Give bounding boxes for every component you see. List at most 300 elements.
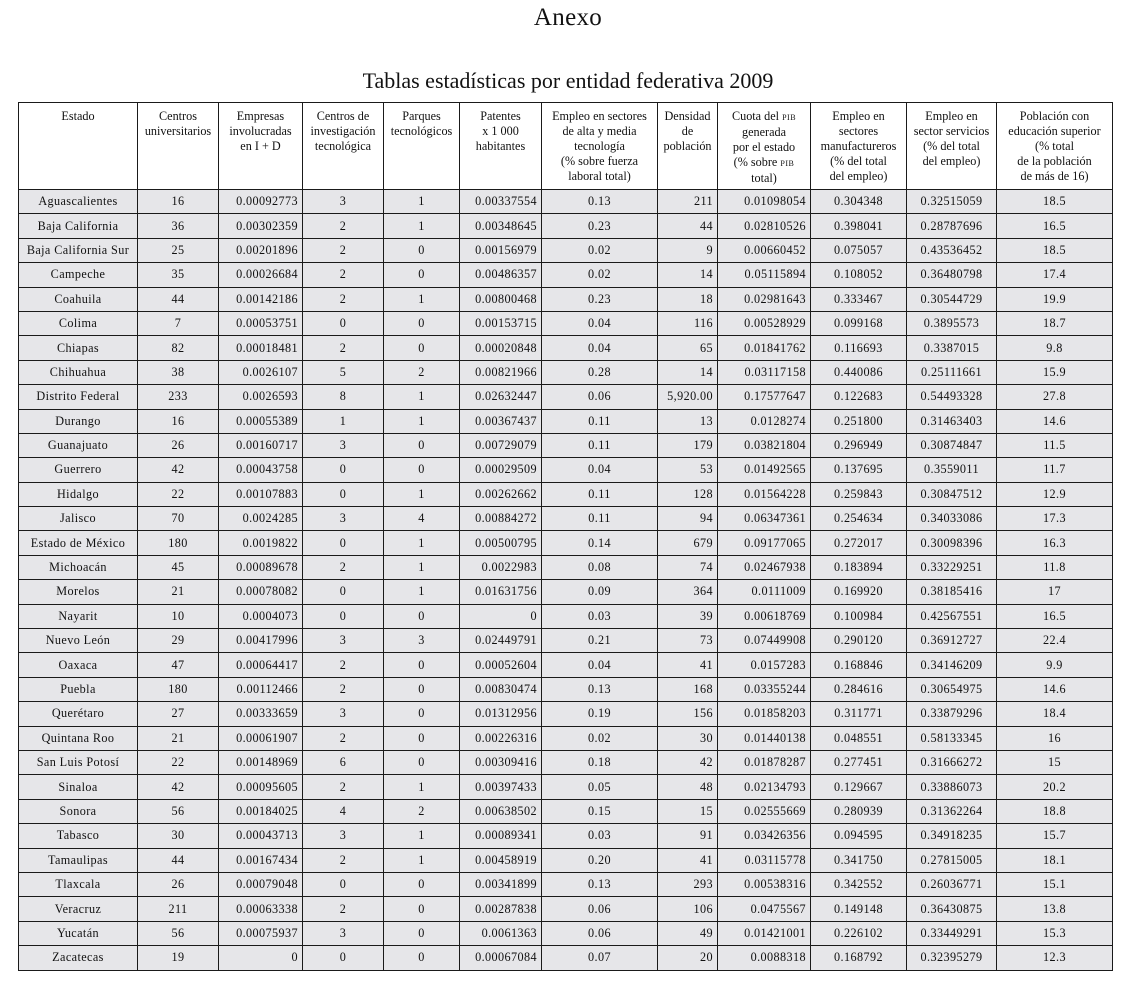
cell-cuota-pib: 0.02467938 <box>718 555 811 579</box>
state-name-cell: Nuevo León <box>19 629 138 653</box>
cell-patentes: 0.00800468 <box>460 287 542 311</box>
cell-densidad-poblacion: 14 <box>658 360 718 384</box>
state-name-cell: Tabasco <box>19 824 138 848</box>
state-name-cell: Chiapas <box>19 336 138 360</box>
cell-empleo-alta-tecnologia: 0.18 <box>542 750 658 774</box>
state-name-cell: Nayarit <box>19 604 138 628</box>
cell-empleo-alta-tecnologia: 0.11 <box>542 482 658 506</box>
cell-densidad-poblacion: 5,920.00 <box>658 385 718 409</box>
cell-empleo-alta-tecnologia: 0.13 <box>542 677 658 701</box>
cell-parques-tecnologicos: 0 <box>384 311 460 335</box>
cell-parques-tecnologicos: 1 <box>384 580 460 604</box>
cell-patentes: 0.00348645 <box>460 214 542 238</box>
cell-centros-universitarios: 42 <box>138 775 219 799</box>
cell-densidad-poblacion: 364 <box>658 580 718 604</box>
cell-patentes: 0.00052604 <box>460 653 542 677</box>
cell-centros-investigacion: 2 <box>303 555 384 579</box>
cell-patentes: 0.00638502 <box>460 799 542 823</box>
table-title: Tablas estadísticas por entidad federativa 2009 <box>362 68 774 93</box>
cell-empresas-id: 0.00201896 <box>219 238 303 262</box>
cell-empresas-id: 0.00107883 <box>219 482 303 506</box>
cell-patentes: 0.00067084 <box>460 946 542 970</box>
table-row <box>19 750 1113 774</box>
cell-densidad-poblacion: 48 <box>658 775 718 799</box>
cell-centros-universitarios: 36 <box>138 214 219 238</box>
column-header-empleo-manufacturero <box>811 103 907 190</box>
cell-densidad-poblacion: 179 <box>658 433 718 457</box>
cell-patentes: 0.00262662 <box>460 482 542 506</box>
cell-parques-tecnologicos: 0 <box>384 458 460 482</box>
cell-empresas-id: 0.00095605 <box>219 775 303 799</box>
cell-parques-tecnologicos: 1 <box>384 214 460 238</box>
cell-patentes: 0.00156979 <box>460 238 542 262</box>
cell-empresas-id: 0.00089678 <box>219 555 303 579</box>
cell-centros-universitarios: 16 <box>138 190 219 214</box>
cell-parques-tecnologicos: 0 <box>384 946 460 970</box>
cell-parques-tecnologicos: 0 <box>384 897 460 921</box>
state-name-cell: Coahuila <box>19 287 138 311</box>
cell-empleo-alta-tecnologia: 0.19 <box>542 702 658 726</box>
column-header-line: (% sobre PIB <box>733 155 795 169</box>
cell-centros-universitarios: 7 <box>138 311 219 335</box>
cell-parques-tecnologicos: 1 <box>384 385 460 409</box>
cell-poblacion-educacion-superior: 14.6 <box>997 409 1113 433</box>
cell-empresas-id: 0.00184025 <box>219 799 303 823</box>
cell-empleo-manufacturero: 0.342552 <box>811 872 907 896</box>
table-row <box>19 921 1113 945</box>
cell-empleo-alta-tecnologia: 0.14 <box>542 531 658 555</box>
cell-empleo-servicios: 0.43536452 <box>907 238 997 262</box>
cell-patentes: 0.0061363 <box>460 921 542 945</box>
cell-poblacion-educacion-superior: 16.3 <box>997 531 1113 555</box>
cell-cuota-pib: 0.17577647 <box>718 385 811 409</box>
cell-empresas-id: 0.00142186 <box>219 287 303 311</box>
table-row <box>19 629 1113 653</box>
cell-patentes: 0.02449791 <box>460 629 542 653</box>
cell-parques-tecnologicos: 2 <box>384 360 460 384</box>
cell-empresas-id: 0.00302359 <box>219 214 303 238</box>
cell-cuota-pib: 0.00538316 <box>718 872 811 896</box>
cell-poblacion-educacion-superior: 16.5 <box>997 214 1113 238</box>
state-name-cell: Durango <box>19 409 138 433</box>
cell-patentes: 0.00821966 <box>460 360 542 384</box>
cell-parques-tecnologicos: 1 <box>384 482 460 506</box>
state-name-cell: Campeche <box>19 263 138 287</box>
cell-empleo-alta-tecnologia: 0.07 <box>542 946 658 970</box>
cell-empleo-servicios: 0.54493328 <box>907 385 997 409</box>
cell-empleo-alta-tecnologia: 0.02 <box>542 263 658 287</box>
cell-centros-investigacion: 1 <box>303 409 384 433</box>
cell-centros-investigacion: 3 <box>303 702 384 726</box>
column-header-empleo-alta-tecnologia <box>542 103 658 190</box>
cell-empresas-id: 0 <box>219 946 303 970</box>
state-name-cell: Querétaro <box>19 702 138 726</box>
cell-densidad-poblacion: 73 <box>658 629 718 653</box>
cell-densidad-poblacion: 94 <box>658 507 718 531</box>
cell-empresas-id: 0.00026684 <box>219 263 303 287</box>
cell-centros-universitarios: 30 <box>138 824 219 848</box>
column-header-line: total) <box>751 171 777 185</box>
table-row <box>19 824 1113 848</box>
column-header-parques-tecnologicos <box>384 103 460 190</box>
state-name-cell: Baja California <box>19 214 138 238</box>
column-header-line: Población con <box>1019 109 1090 123</box>
cell-centros-investigacion: 3 <box>303 824 384 848</box>
cell-empleo-manufacturero: 0.168792 <box>811 946 907 970</box>
cell-empleo-manufacturero: 0.398041 <box>811 214 907 238</box>
cell-empleo-servicios: 0.34033086 <box>907 507 997 531</box>
cell-parques-tecnologicos: 0 <box>384 921 460 945</box>
cell-parques-tecnologicos: 1 <box>384 409 460 433</box>
table-row <box>19 336 1113 360</box>
cell-empleo-servicios: 0.3895573 <box>907 311 997 335</box>
cell-patentes: 0.00337554 <box>460 190 542 214</box>
cell-densidad-poblacion: 44 <box>658 214 718 238</box>
column-header-line: del empleo) <box>829 169 888 183</box>
cell-centros-investigacion: 0 <box>303 580 384 604</box>
cell-empleo-manufacturero: 0.094595 <box>811 824 907 848</box>
cell-poblacion-educacion-superior: 27.8 <box>997 385 1113 409</box>
table-row <box>19 531 1113 555</box>
cell-centros-investigacion: 3 <box>303 190 384 214</box>
cell-patentes: 0.00020848 <box>460 336 542 360</box>
state-name-cell: Michoacán <box>19 555 138 579</box>
cell-centros-investigacion: 0 <box>303 311 384 335</box>
cell-patentes: 0.00884272 <box>460 507 542 531</box>
column-header-line: Densidad <box>664 109 711 123</box>
cell-empleo-manufacturero: 0.137695 <box>811 458 907 482</box>
cell-empresas-id: 0.00055389 <box>219 409 303 433</box>
table-row <box>19 482 1113 506</box>
state-name-cell: Quintana Roo <box>19 726 138 750</box>
cell-empleo-manufacturero: 0.284616 <box>811 677 907 701</box>
table-row <box>19 604 1113 628</box>
cell-empleo-manufacturero: 0.122683 <box>811 385 907 409</box>
cell-empleo-manufacturero: 0.440086 <box>811 360 907 384</box>
cell-centros-investigacion: 3 <box>303 507 384 531</box>
cell-densidad-poblacion: 53 <box>658 458 718 482</box>
cell-empleo-alta-tecnologia: 0.04 <box>542 311 658 335</box>
cell-empleo-alta-tecnologia: 0.09 <box>542 580 658 604</box>
cell-poblacion-educacion-superior: 9.9 <box>997 653 1113 677</box>
state-name-cell: Morelos <box>19 580 138 604</box>
column-header-line: Empleo en <box>832 109 885 123</box>
cell-densidad-poblacion: 679 <box>658 531 718 555</box>
cell-parques-tecnologicos: 0 <box>384 750 460 774</box>
cell-empresas-id: 0.00061907 <box>219 726 303 750</box>
column-header-cuota-pib <box>718 103 811 190</box>
cell-empresas-id: 0.00333659 <box>219 702 303 726</box>
cell-centros-universitarios: 180 <box>138 531 219 555</box>
cell-cuota-pib: 0.03355244 <box>718 677 811 701</box>
column-header-line: de la población <box>1017 154 1092 168</box>
cell-empleo-manufacturero: 0.099168 <box>811 311 907 335</box>
pib-abbr: PIB <box>782 113 797 122</box>
cell-empleo-manufacturero: 0.333467 <box>811 287 907 311</box>
cell-parques-tecnologicos: 0 <box>384 263 460 287</box>
cell-empleo-servicios: 0.33879296 <box>907 702 997 726</box>
cell-poblacion-educacion-superior: 17.4 <box>997 263 1113 287</box>
cell-empresas-id: 0.00079048 <box>219 872 303 896</box>
column-header-densidad-poblacion <box>658 103 718 190</box>
table-row <box>19 555 1113 579</box>
cell-parques-tecnologicos: 0 <box>384 677 460 701</box>
cell-centros-universitarios: 38 <box>138 360 219 384</box>
cell-cuota-pib: 0.01440138 <box>718 726 811 750</box>
cell-empleo-alta-tecnologia: 0.11 <box>542 507 658 531</box>
cell-empleo-servicios: 0.3387015 <box>907 336 997 360</box>
cell-empleo-servicios: 0.33886073 <box>907 775 997 799</box>
cell-densidad-poblacion: 156 <box>658 702 718 726</box>
table-row <box>19 214 1113 238</box>
state-name-cell: Distrito Federal <box>19 385 138 409</box>
cell-centros-investigacion: 2 <box>303 653 384 677</box>
table-row <box>19 409 1113 433</box>
cell-centros-investigacion: 2 <box>303 238 384 262</box>
cell-densidad-poblacion: 30 <box>658 726 718 750</box>
cell-densidad-poblacion: 41 <box>658 653 718 677</box>
cell-centros-investigacion: 0 <box>303 458 384 482</box>
column-header-line: población <box>663 139 712 153</box>
cell-empleo-manufacturero: 0.100984 <box>811 604 907 628</box>
state-name-cell: Zacatecas <box>19 946 138 970</box>
cell-cuota-pib: 0.01564228 <box>718 482 811 506</box>
cell-centros-investigacion: 5 <box>303 360 384 384</box>
column-header-line: tecnológicos <box>390 124 453 138</box>
cell-centros-investigacion: 3 <box>303 921 384 945</box>
cell-poblacion-educacion-superior: 13.8 <box>997 897 1113 921</box>
cell-empleo-servicios: 0.33449291 <box>907 921 997 945</box>
cell-densidad-poblacion: 14 <box>658 263 718 287</box>
cell-cuota-pib: 0.07449908 <box>718 629 811 653</box>
cell-empleo-manufacturero: 0.226102 <box>811 921 907 945</box>
cell-cuota-pib: 0.01878287 <box>718 750 811 774</box>
cell-empleo-alta-tecnologia: 0.04 <box>542 458 658 482</box>
state-name-cell: Estado de México <box>19 531 138 555</box>
cell-poblacion-educacion-superior: 18.5 <box>997 238 1113 262</box>
cell-centros-investigacion: 0 <box>303 872 384 896</box>
column-header-centros-investigacion <box>303 103 384 190</box>
column-header-line: Empleo en sectores <box>552 109 647 123</box>
cell-densidad-poblacion: 9 <box>658 238 718 262</box>
table-row <box>19 507 1113 531</box>
cell-densidad-poblacion: 65 <box>658 336 718 360</box>
column-header-line: (% sobre fuerza <box>560 154 639 168</box>
cell-centros-universitarios: 10 <box>138 604 219 628</box>
cell-densidad-poblacion: 128 <box>658 482 718 506</box>
cell-empresas-id: 0.00112466 <box>219 677 303 701</box>
table-row <box>19 946 1113 970</box>
cell-centros-universitarios: 70 <box>138 507 219 531</box>
column-header-line: del empleo) <box>922 154 981 168</box>
cell-densidad-poblacion: 91 <box>658 824 718 848</box>
cell-empresas-id: 0.00053751 <box>219 311 303 335</box>
cell-centros-investigacion: 2 <box>303 336 384 360</box>
state-name-cell: Colima <box>19 311 138 335</box>
table-row <box>19 677 1113 701</box>
cell-centros-universitarios: 82 <box>138 336 219 360</box>
cell-centros-universitarios: 25 <box>138 238 219 262</box>
cell-empleo-manufacturero: 0.254634 <box>811 507 907 531</box>
cell-cuota-pib: 0.0157283 <box>718 653 811 677</box>
cell-parques-tecnologicos: 4 <box>384 507 460 531</box>
state-name-cell: San Luis Potosí <box>19 750 138 774</box>
table-row <box>19 702 1113 726</box>
cell-centros-universitarios: 19 <box>138 946 219 970</box>
cell-poblacion-educacion-superior: 15.1 <box>997 872 1113 896</box>
table-row <box>19 726 1113 750</box>
cell-empleo-alta-tecnologia: 0.03 <box>542 604 658 628</box>
column-header-line: Empresas <box>236 109 285 123</box>
cell-poblacion-educacion-superior: 15 <box>997 750 1113 774</box>
state-name-cell: Sinaloa <box>19 775 138 799</box>
cell-empleo-manufacturero: 0.168846 <box>811 653 907 677</box>
cell-parques-tecnologicos: 1 <box>384 287 460 311</box>
cell-parques-tecnologicos: 3 <box>384 629 460 653</box>
column-header-line: Patentes <box>480 109 521 123</box>
table-row <box>19 848 1113 872</box>
cell-empleo-servicios: 0.42567551 <box>907 604 997 628</box>
cell-parques-tecnologicos: 1 <box>384 531 460 555</box>
cell-centros-universitarios: 21 <box>138 580 219 604</box>
column-header-line: generada <box>742 125 786 139</box>
cell-centros-universitarios: 27 <box>138 702 219 726</box>
cell-centros-investigacion: 2 <box>303 897 384 921</box>
cell-patentes: 0 <box>460 604 542 628</box>
column-header-line: sector servicios <box>913 124 990 138</box>
cell-patentes: 0.0022983 <box>460 555 542 579</box>
column-header-line: Empleo en <box>925 109 978 123</box>
cell-empresas-id: 0.00160717 <box>219 433 303 457</box>
cell-poblacion-educacion-superior: 18.1 <box>997 848 1113 872</box>
cell-centros-investigacion: 2 <box>303 775 384 799</box>
cell-centros-universitarios: 26 <box>138 433 219 457</box>
cell-patentes: 0.00367437 <box>460 409 542 433</box>
cell-empleo-manufacturero: 0.280939 <box>811 799 907 823</box>
cell-centros-investigacion: 2 <box>303 726 384 750</box>
state-name-cell: Oaxaca <box>19 653 138 677</box>
column-header-line: tecnológica <box>314 139 372 153</box>
cell-empleo-alta-tecnologia: 0.20 <box>542 848 658 872</box>
cell-centros-universitarios: 35 <box>138 263 219 287</box>
cell-empleo-alta-tecnologia: 0.11 <box>542 433 658 457</box>
column-header-line: (% del total <box>923 139 980 153</box>
cell-empleo-servicios: 0.58133345 <box>907 726 997 750</box>
cell-patentes: 0.01312956 <box>460 702 542 726</box>
cell-patentes: 0.00397433 <box>460 775 542 799</box>
cell-parques-tecnologicos: 1 <box>384 555 460 579</box>
cell-poblacion-educacion-superior: 15.3 <box>997 921 1113 945</box>
cell-poblacion-educacion-superior: 12.9 <box>997 482 1113 506</box>
cell-patentes: 0.00287838 <box>460 897 542 921</box>
cell-empresas-id: 0.00092773 <box>219 190 303 214</box>
table-row <box>19 433 1113 457</box>
cell-empleo-manufacturero: 0.183894 <box>811 555 907 579</box>
cell-centros-universitarios: 44 <box>138 287 219 311</box>
cell-empleo-servicios: 0.28787696 <box>907 214 997 238</box>
cell-centros-universitarios: 42 <box>138 458 219 482</box>
pib-abbr: PIB <box>780 159 795 168</box>
cell-patentes: 0.00226316 <box>460 726 542 750</box>
cell-poblacion-educacion-superior: 15.7 <box>997 824 1113 848</box>
cell-patentes: 0.01631756 <box>460 580 542 604</box>
table-row <box>19 799 1113 823</box>
table-row <box>19 360 1113 384</box>
cell-parques-tecnologicos: 0 <box>384 702 460 726</box>
state-name-cell: Tamaulipas <box>19 848 138 872</box>
column-header-line: involucradas <box>229 124 292 138</box>
cell-densidad-poblacion: 116 <box>658 311 718 335</box>
cell-empleo-servicios: 0.3559011 <box>907 458 997 482</box>
cell-empleo-alta-tecnologia: 0.06 <box>542 921 658 945</box>
cell-poblacion-educacion-superior: 12.3 <box>997 946 1113 970</box>
cell-empresas-id: 0.00417996 <box>219 629 303 653</box>
cell-centros-investigacion: 4 <box>303 799 384 823</box>
cell-cuota-pib: 0.03117158 <box>718 360 811 384</box>
cell-poblacion-educacion-superior: 17.3 <box>997 507 1113 531</box>
column-header-line: educación superior <box>1008 124 1101 138</box>
table-row <box>19 872 1113 896</box>
cell-cuota-pib: 0.0088318 <box>718 946 811 970</box>
state-name-cell: Sonora <box>19 799 138 823</box>
cell-cuota-pib: 0.03426356 <box>718 824 811 848</box>
column-header-line: Estado <box>61 109 95 123</box>
column-header-line: (% total <box>1035 139 1074 153</box>
cell-parques-tecnologicos: 0 <box>384 653 460 677</box>
cell-empleo-servicios: 0.31463403 <box>907 409 997 433</box>
column-header-centros-universitarios <box>138 103 219 190</box>
cell-parques-tecnologicos: 0 <box>384 604 460 628</box>
cell-empleo-manufacturero: 0.259843 <box>811 482 907 506</box>
cell-parques-tecnologicos: 1 <box>384 190 460 214</box>
cell-empresas-id: 0.00078082 <box>219 580 303 604</box>
cell-parques-tecnologicos: 1 <box>384 848 460 872</box>
cell-empleo-servicios: 0.38185416 <box>907 580 997 604</box>
column-header-line: de <box>681 124 694 138</box>
column-header-line: de más de 16) <box>1020 169 1089 183</box>
cell-centros-investigacion: 0 <box>303 604 384 628</box>
cell-cuota-pib: 0.0128274 <box>718 409 811 433</box>
cell-empresas-id: 0.00075937 <box>219 921 303 945</box>
cell-empleo-servicios: 0.30544729 <box>907 287 997 311</box>
cell-centros-investigacion: 2 <box>303 263 384 287</box>
cell-empresas-id: 0.00063338 <box>219 897 303 921</box>
cell-cuota-pib: 0.05115894 <box>718 263 811 287</box>
cell-cuota-pib: 0.0475567 <box>718 897 811 921</box>
cell-cuota-pib: 0.0111009 <box>718 580 811 604</box>
statistics-table <box>18 102 1113 971</box>
table-row <box>19 287 1113 311</box>
cell-empleo-manufacturero: 0.277451 <box>811 750 907 774</box>
cell-centros-investigacion: 3 <box>303 629 384 653</box>
cell-empleo-manufacturero: 0.129667 <box>811 775 907 799</box>
cell-densidad-poblacion: 15 <box>658 799 718 823</box>
table-row <box>19 263 1113 287</box>
cell-patentes: 0.00458919 <box>460 848 542 872</box>
column-header-line: laboral total) <box>568 169 631 183</box>
cell-centros-universitarios: 16 <box>138 409 219 433</box>
cell-empleo-alta-tecnologia: 0.02 <box>542 726 658 750</box>
column-header-line: Centros de <box>316 109 370 123</box>
cell-empleo-alta-tecnologia: 0.03 <box>542 824 658 848</box>
cell-densidad-poblacion: 20 <box>658 946 718 970</box>
cell-centros-investigacion: 6 <box>303 750 384 774</box>
state-name-cell: Veracruz <box>19 897 138 921</box>
cell-empresas-id: 0.00064417 <box>219 653 303 677</box>
column-header-line: Parques <box>402 109 441 123</box>
table-body <box>19 190 1113 971</box>
state-name-cell: Hidalgo <box>19 482 138 506</box>
